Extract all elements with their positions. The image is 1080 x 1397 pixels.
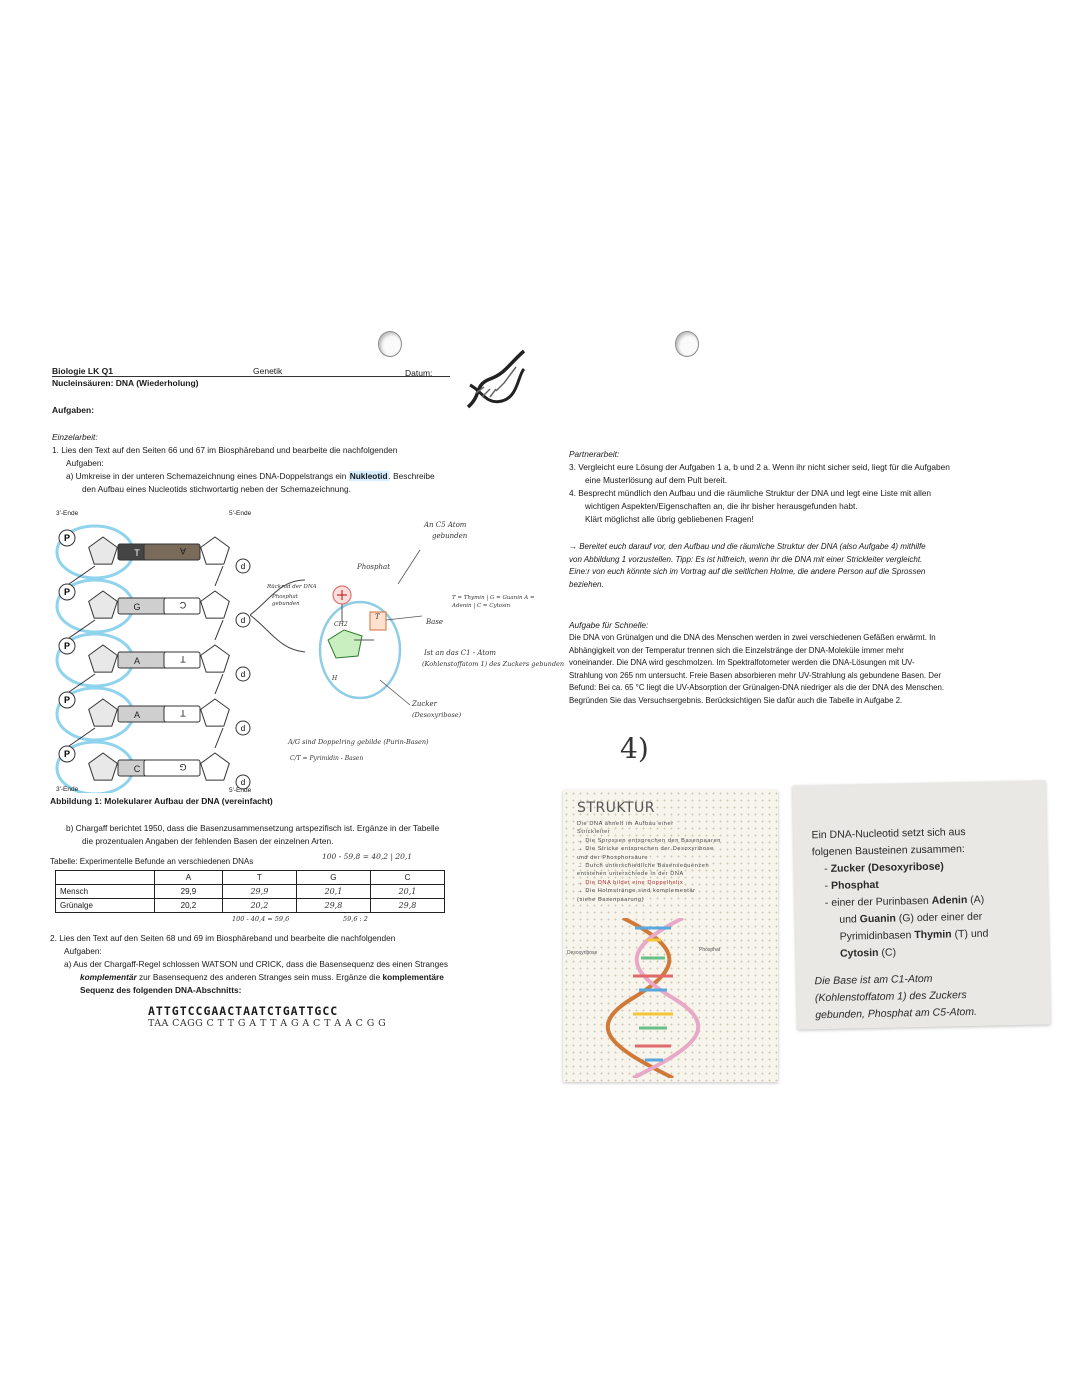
schnelle-line: Begründen Sie das Versuchsergebnis. Berücksichtigen Sie dafür auch die Tabelle in Aufgabe 2. [569,695,903,705]
table-cell: 29,9 [155,885,223,899]
topic-label: Genetik [253,366,283,376]
p4-line3: Klärt möglichst alle übrig gebliebenen Fragen! [585,514,754,524]
nuc-footer3: gebunden, Phosphat am C5-Atom. [815,1005,978,1022]
presentation-hint [569,541,1029,591]
end-5-top: 5'-Ende [229,510,252,517]
partnerarbeit-label: Partnerarbeit: [569,449,620,459]
task2-line1: 2. Lies den Text auf den Seiten 68 und 69 im Biosphäreband und bearbeite die nachfolgenden [50,933,396,943]
nuc-adenin: Adenin [931,894,968,907]
hw-rueckrat: Rückrad der DNA [267,584,317,590]
table-header-row [56,871,445,885]
komplementaer-word: komplementär [80,972,137,982]
table-calc2: 100 - 40,4 = 59,6 [232,915,290,923]
nucleotid-text [811,823,1040,1025]
hw-t-mark: T [375,613,380,621]
task1a-line1 [52,470,522,483]
date-label: Datum: [405,368,433,378]
table-row [56,885,445,899]
sugar-d-label: d [240,724,246,733]
table-cell: 20,2 [222,899,296,913]
struktur-line: → Die Stricke entsprechen der Desoxyribose [577,846,714,853]
dna-helix-logo [462,345,530,413]
struktur-line: → Die Holmstränge sind komplementär [577,888,696,895]
task1-line2: Aufgaben: [66,458,104,468]
struktur-line: → Die DNA bildet eine Doppelhelix [577,879,684,886]
hint-line4: beziehen. [569,579,604,589]
nuc-item2-text: Phosphat [830,878,879,892]
base-left-label: G [133,602,141,612]
end-5-bottom: 5'-Ende [229,787,252,794]
hint-line2: von Abbildung 1 vorzustellen. Tipp: Es ist hilfreich, wenn ihr die DNA mit einer Strickleiter vergleicht. [569,554,923,564]
hw-gebunden: gebunden [432,532,468,540]
backbone-right [215,728,223,748]
nuc-item4-pre: Pyrimidinbasen [839,929,915,943]
base-left-label: C [133,764,141,774]
hw-purin: A/G sind Doppelring gebilde (Purin-Basen) [288,738,429,746]
task2-line2: Aufgaben: [64,946,102,956]
schnelle-line: Strahlung von 265 nm untersucht. Freie Basen absorbieren mehr UV-Strahlung als gebundene Basen. Der [569,670,941,680]
sugar-pentagon-left [89,591,118,618]
sugar-pentagon-right [201,645,230,672]
nuc-g: (G) oder einer der [895,910,983,925]
table-cell: Mensch [56,885,155,899]
phosphate-label: P [63,749,71,759]
struktur-line: → Durch unterschiedliche Basensequenzen [577,863,710,870]
task1-text [52,444,522,496]
chargaff-table [55,870,445,913]
p4-line2: wichtigen Aspekten/Eigenschaften an, die ihr bisher herausgefunden habt. [585,501,858,511]
struktur-lines [577,820,777,904]
nuc-line1: Ein DNA-Nucleotid setzt sich aus [811,826,966,842]
hint-line3: Eine:r von euch könnte sich im Vortrag auf die seitlichen Holme, die andere Person auf die Sprossen [569,567,926,576]
punch-hole-left [378,331,402,357]
hw-zucker: Zucker [412,700,438,708]
nuc-item1-text: Zucker (Desoxyribose) [830,860,944,875]
helix-label-left: Desoxyribose [567,950,598,956]
task2-text [50,932,530,997]
sugar-d-label: d [240,562,246,571]
sugar-pentagon-left [89,699,118,726]
base-left-label: T [134,548,140,558]
base-left-label: A [133,710,141,720]
nucleotide-sketch [250,520,480,720]
table-row [56,899,445,913]
table-header-cell: G [296,871,370,885]
table-header-cell: A [155,871,223,885]
table-calc: 100 - 59,8 = 40,2 | 20,1 [322,852,413,861]
punch-hole-right [675,331,699,357]
base-right [144,760,200,776]
table-header-cell [56,871,155,885]
table-cell: 29,8 [370,899,444,913]
base-right-label: G [179,762,187,772]
sugar-pentagon-right [201,537,230,564]
big-number-4: 4) [620,732,649,765]
phosphate-label: P [63,587,71,597]
base-left-label: A [133,656,141,666]
end-3-top: 3'-Ende [56,510,79,517]
base-right-label: T [180,708,186,718]
p3-line2: eine Musterlösung auf dem Pult bereit. [585,475,728,485]
phosphate-label: P [63,641,71,651]
schnelle-line: Die DNA von Grünalgen und die DNA des Menschen werden in zwei verschiedenen Gefäßen erwärmt. In [569,633,936,642]
table-cell: 29,8 [296,899,370,913]
hw-h-mark: H [332,675,338,682]
course-label: Biologie LK Q1 [52,366,113,376]
task1-line1: 1. Lies den Text auf den Seiten 66 und 67 im Biosphäreband und bearbeite die nachfolgenden [52,445,398,455]
task1b-line1: b) Chargaff berichtet 1950, dass die Basenzusammensetzung artspezifisch ist. Ergänze in der Tabelle [66,823,440,833]
table-calc3: 59,6 : 2 [343,915,368,923]
hw-base: Base [426,618,444,626]
nuc-guanin: Guanin [859,912,897,926]
helix-label-right: Phosphat [699,947,721,953]
struktur-line: (siehe Basenpaarung) [577,896,645,903]
table-header-cell: T [222,871,296,885]
table-cell: 29,9 [222,885,296,899]
nuc-c: (C) [878,946,897,959]
struktur-line: Strickleiter [577,829,611,836]
phosphate-label: P [63,533,71,543]
base-right-label: A [179,546,187,556]
sugar-pentagon-left [89,537,118,564]
struktur-title: STRUKTUR [577,800,656,816]
nuc-item3-pre: einer der Purinbasen [831,894,932,909]
hw-desoxyribose: (Desoxyribose) [412,711,462,719]
dna-sequence: ATTGTCCGAACTAATCTGATTGCC [148,1004,339,1018]
p3-line1: 3. Vergleicht eure Lösung der Aufgaben 1 a, b und 2 a. Wenn ihr nicht sicher seid, liegt für die Aufgaben [569,462,950,472]
struktur-line: Die DNA ähnelt im Aufbau einer [577,821,674,827]
struktur-line: und der Phosphorsäure [577,854,649,861]
table-header-cell: C [370,871,444,885]
complement-sequence: TAA CAGG C T T G A T T A G A C T A A C G G [148,1018,387,1029]
sugar-pentagon-right [201,591,230,618]
backbone-right [215,620,223,640]
backbone-right [215,566,223,586]
nucleotid-note [792,780,1050,1029]
dna-ladder-figure [55,518,260,793]
task1b-text [66,822,526,848]
sugar-d-label: d [240,616,246,625]
hw-zucker-gebunden: (Kohlenstoffatom 1) des Zuckers gebunden [422,660,565,668]
hw-c1-atom: Ist an das C1 - Atom [424,649,496,657]
sugar-pentagon-right [201,753,230,780]
end-3-bottom: 3'-Ende [56,786,79,793]
table-cell: 20,2 [155,899,223,913]
schnelle-text [569,632,1031,708]
nuc-cytosin: Cytosin [839,946,879,960]
struktur-line: → Die Sprossen entsprechen den Basenpaaren [577,837,721,844]
schnelle-title: Aufgabe für Schnelle: [569,620,649,630]
schnelle-line: voneinander. Die DNA wird geschmolzen. Im Spektralfotometer werden die DNA-Lösungen mit UV- [569,658,915,668]
task2a-line2-rest: zur Basensequenz des anderen Stranges sein muss. Ergänze die [136,972,383,982]
nuc-item2: - Phosphat [824,878,879,893]
komplementaere-word: komplementäre [382,972,444,982]
nuc-item3: - einer der Purinbasen Adenin (A) [824,893,985,910]
task2a-line2 [50,971,530,984]
hint-line1: → Bereitet euch darauf vor, den Aufbau und die räumliche Struktur der DNA (also Aufgabe 4) mithilfe [569,542,926,551]
sugar-d-label: d [240,670,246,679]
nukleotid-highlight: Nukleotid [349,471,388,481]
task2a-line3: Sequenz des folgenden DNA-Abschnitts: [80,985,242,995]
worksheet-title: Nucleinsäuren: DNA (Wiederholung) [52,378,199,388]
nuc-t: (T) und [951,927,989,941]
nuc-and: und [839,913,860,926]
nuc-footer1: Die Base ist am C1-Atom [814,972,933,988]
sugar-pentagon-left [89,753,118,780]
hw-phosphat: Phosphat [357,563,391,571]
tasks-heading: Aufgaben: [52,405,95,415]
nuc-item1: - Zucker (Desoxyribose) [824,860,944,876]
figure-caption: Abbildung 1: Molekularer Aufbau der DNA (vereinfacht) [50,796,273,806]
table-cell: 20,1 [296,885,370,899]
schnelle-line: Befund: Bei ca. 65 °C liegt die UV-Absorption der Grünalgen-DNA niedriger als die der DNA des Menschen. [569,683,945,693]
task2a-line1: a) Aus der Chargaff-Regel schlossen WATSON und CRICK, dass die Basensequenz des einen Stranges [64,959,449,969]
base-right [144,544,200,560]
nuc-line2: folgenen Bausteinen zusammen: [811,843,965,859]
task1a-post: . Beschreibe [388,471,435,481]
header-rule [52,376,450,377]
hw-c-atom: An C5 Atom [424,521,467,529]
struktur-note [563,790,778,1082]
struktur-line: entstehen unterschiede in der DNA [577,871,684,878]
base-right-label: T [180,654,186,664]
hw-pyrimidin: C/T = Pyrimidin - Basen [290,755,364,762]
sugar-pentagon-right [201,699,230,726]
table-cell: Grünalge [56,899,155,913]
task1a-line2: den Aufbau eines Nucleotids stichwortartig neben der Schemazeichnung. [82,484,351,494]
partner-tasks [569,461,1029,526]
sugar-pentagon-left [89,645,118,672]
hw-ch2: CH2 [334,621,348,628]
backbone-right [215,674,223,694]
hw-base-pairs: T = Thymin | G = Guanin A = Adenin | C = Cytosin [452,595,535,609]
nuc-thymin: Thymin [914,928,952,942]
hw-phosphat-gebunden: Phosphat gebunden [272,594,300,607]
einzelarbeit-label: Einzelarbeit: [52,432,98,442]
task1a-pre: a) Umkreise in der unteren Schemazeichnung eines DNA-Doppelstrangs ein [66,471,347,481]
table-cell: 20,1 [370,885,444,899]
p4-line1: 4. Besprecht mündlich den Aufbau und die räumliche Struktur der DNA und legt eine Liste mit allen [569,488,932,498]
base-right-label: C [179,600,187,610]
nuc-a: (A) [967,893,985,907]
schnelle-line: Abhängigkeit von der Temperatur trennen sich die Einzelstränge der DNA-Moleküle immer mehr [569,645,904,655]
nuc-item4b [814,942,1039,964]
nuc-footer2: (Kohlenstoffatom 1) des Zuckers [814,989,967,1005]
task1b-line2: die prozentualen Angaben der fehlenden Basen der einzelnen Arten. [82,836,334,846]
double-helix-illustration [603,918,703,1078]
table-caption: Tabelle: Experimentelle Befunde an verschiedenen DNAs [50,857,254,866]
sugar-d-label: d [240,778,246,787]
phosphate-label: P [63,695,71,705]
